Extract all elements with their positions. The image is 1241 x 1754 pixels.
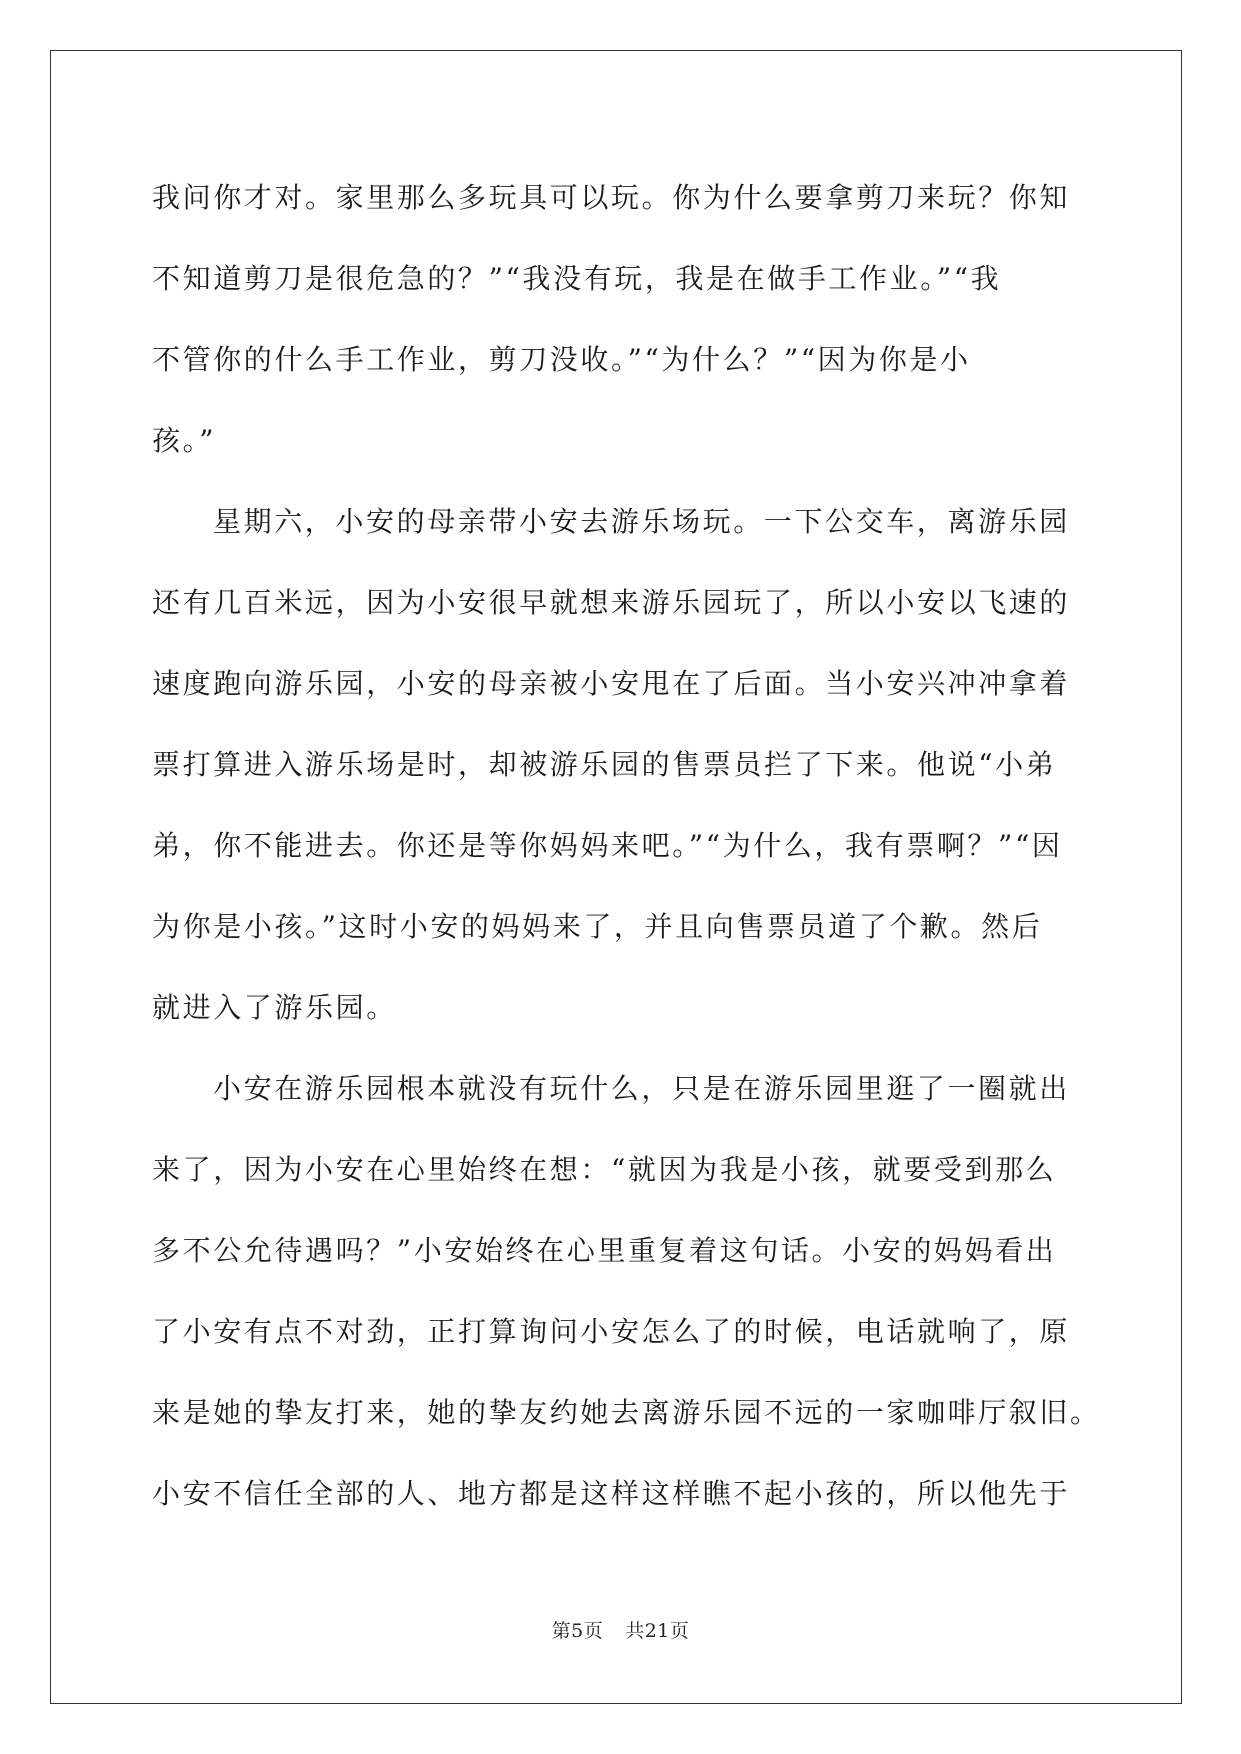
- text-line: 弟，你不能进去。你还是等你妈妈来吧。”“为什么，我有票啊？”“因: [152, 829, 1063, 862]
- text-line: 孩。”: [152, 424, 217, 457]
- paragraph-start-line: 小安在游乐园根本就没有玩什么，只是在游乐园里逛了一圈就出: [213, 1072, 1070, 1105]
- paragraph-start-line: 星期六，小安的母亲带小安去游乐场玩。一下公交车，离游乐园: [213, 505, 1070, 538]
- text-line: 我问你才对。家里那么多玩具可以玩。你为什么要拿剪刀来玩？你知: [152, 181, 1071, 214]
- text-line: 来是她的挚友打来，她的挚友约她去离游乐园不远的一家咖啡厅叙旧。: [152, 1396, 1101, 1429]
- text-line: 还有几百米远，因为小安很早就想来游乐园玩了，所以小安以飞速的: [152, 586, 1071, 619]
- text-line: 就进入了游乐园。: [152, 991, 397, 1024]
- text-line: 票打算进入游乐场是时，却被游乐园的售票员拦了下来。他说“小弟: [152, 748, 1057, 781]
- page-footer: [0, 1616, 1241, 1643]
- text-line: 了小安有点不对劲，正打算询问小安怎么了的时候，电话就响了，原: [152, 1315, 1071, 1348]
- document-body: [152, 157, 1101, 1534]
- text-line: 速度跑向游乐园，小安的母亲被小安甩在了后面。当小安兴冲冲拿着: [152, 667, 1071, 700]
- text-line: 多不公允待遇吗？”小安始终在心里重复着这句话。小安的妈妈看出: [152, 1234, 1057, 1267]
- total-pages-label: 共21页: [625, 1620, 690, 1642]
- text-line: 来了，因为小安在心里始终在想：“就因为我是小孩，就要受到那么: [152, 1153, 1057, 1186]
- text-line: 为你是小孩。”这时小安的妈妈来了，并且向售票员道了个歉。然后: [152, 910, 1043, 943]
- text-line: 小安不信任全部的人、地方都是这样这样瞧不起小孩的，所以他先于: [152, 1477, 1071, 1510]
- text-line: 不知道剪刀是很危急的？”“我没有玩，我是在做手工作业。”“我: [152, 262, 1002, 295]
- text-line: 不管你的什么手工作业，剪刀没收。”“为什么？”“因为你是小: [152, 343, 971, 376]
- current-page-label: 第5页: [551, 1620, 604, 1642]
